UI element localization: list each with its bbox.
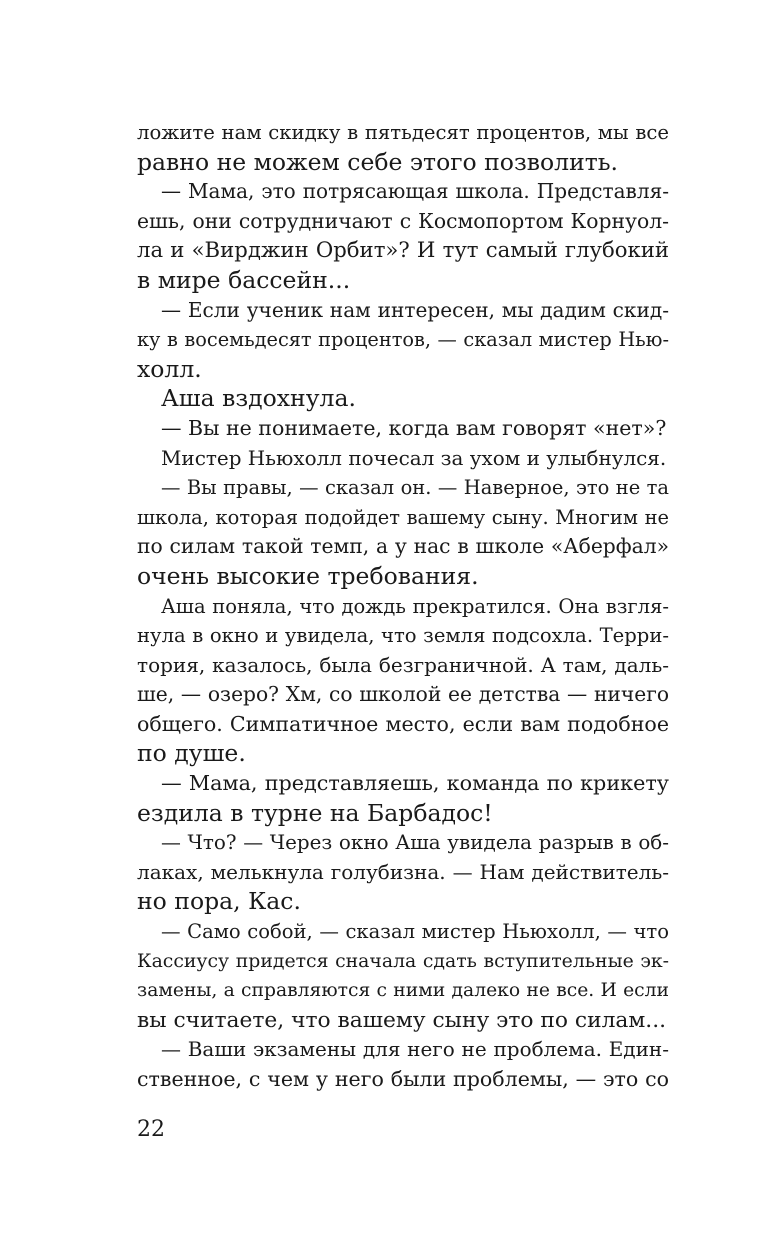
page-number: 22 bbox=[137, 1117, 165, 1142]
text-line: в мире бассейн... bbox=[137, 265, 351, 294]
text-line: замены, а справляются с ними далеко не все. И если bbox=[137, 980, 669, 1002]
text-line: холл. bbox=[137, 354, 202, 383]
text-line: ше, — озеро? Хм, со школой ее детства — ничего bbox=[137, 682, 669, 707]
text-line: ственное, с чем у него были проблемы, — это со bbox=[137, 1067, 669, 1091]
text-line: ла и «Вирджин Орбит»? И тут самый глубокий bbox=[137, 238, 669, 264]
text-line: ешь, они сотрудничают с Космопортом Корнуол- bbox=[137, 208, 669, 233]
text-line: — Мама, это потрясающая школа. Представля- bbox=[161, 179, 669, 204]
text-line: равно не можем себе этого позволить. bbox=[137, 147, 619, 176]
text-line: по силам такой темп, а у нас в школе «Аберфал» bbox=[137, 534, 669, 559]
text-line: но пора, Кас. bbox=[137, 887, 301, 916]
text-line: общего. Симпатичное место, если вам подобное bbox=[137, 711, 669, 736]
text-line: Кассиусу придется сначала сдать вступительные эк- bbox=[137, 950, 669, 972]
text-line: лаках, мелькнула голубизна. — Нам действитель- bbox=[137, 859, 669, 884]
text-line: школа, которая подойдет вашему сыну. Многим не bbox=[137, 505, 669, 529]
text-line: — Мама, представляешь, команда по крикету bbox=[161, 771, 669, 796]
text-line: по душе. bbox=[137, 739, 246, 768]
text-line: ку в восемьдесят процентов, — сказал мистер Нью- bbox=[137, 328, 669, 352]
text-line: — Вы не понимаете, когда вам говорят «нет»? bbox=[161, 415, 667, 440]
text-line: — Ваши экзамены для него не проблема. Един- bbox=[161, 1037, 669, 1062]
text-line: Аша поняла, что дождь прекратился. Она взгля- bbox=[161, 594, 669, 618]
text-line: Аша вздохнула. bbox=[161, 384, 356, 413]
text-line: ложите нам скидку в пятьдесят процентов, мы все bbox=[137, 121, 669, 144]
text-line: очень высокие требования. bbox=[137, 561, 479, 590]
text-line: — Само собой, — сказал мистер Ньюхолл, — что bbox=[161, 920, 669, 944]
body-text bbox=[137, 118, 669, 1095]
text-line: — Вы правы, — сказал он. — Наверное, это не та bbox=[161, 476, 669, 500]
text-line: — Если ученик нам интересен, мы дадим скид- bbox=[161, 297, 669, 322]
text-line: Мистер Ньюхолл почесал за ухом и улыбнулся. bbox=[161, 445, 667, 470]
text-line: вы считаете, что вашему сыну это по силам... bbox=[137, 1007, 667, 1033]
text-line: тория, казалось, была безграничной. А там, даль- bbox=[137, 652, 669, 677]
text-line: нула в окно и увидела, что земля подсохла. Терри- bbox=[137, 624, 669, 648]
text-line: ездила в турне на Барбадос! bbox=[137, 798, 493, 827]
text-line: — Что? — Через окно Аша увидела разрыв в об- bbox=[161, 831, 669, 855]
